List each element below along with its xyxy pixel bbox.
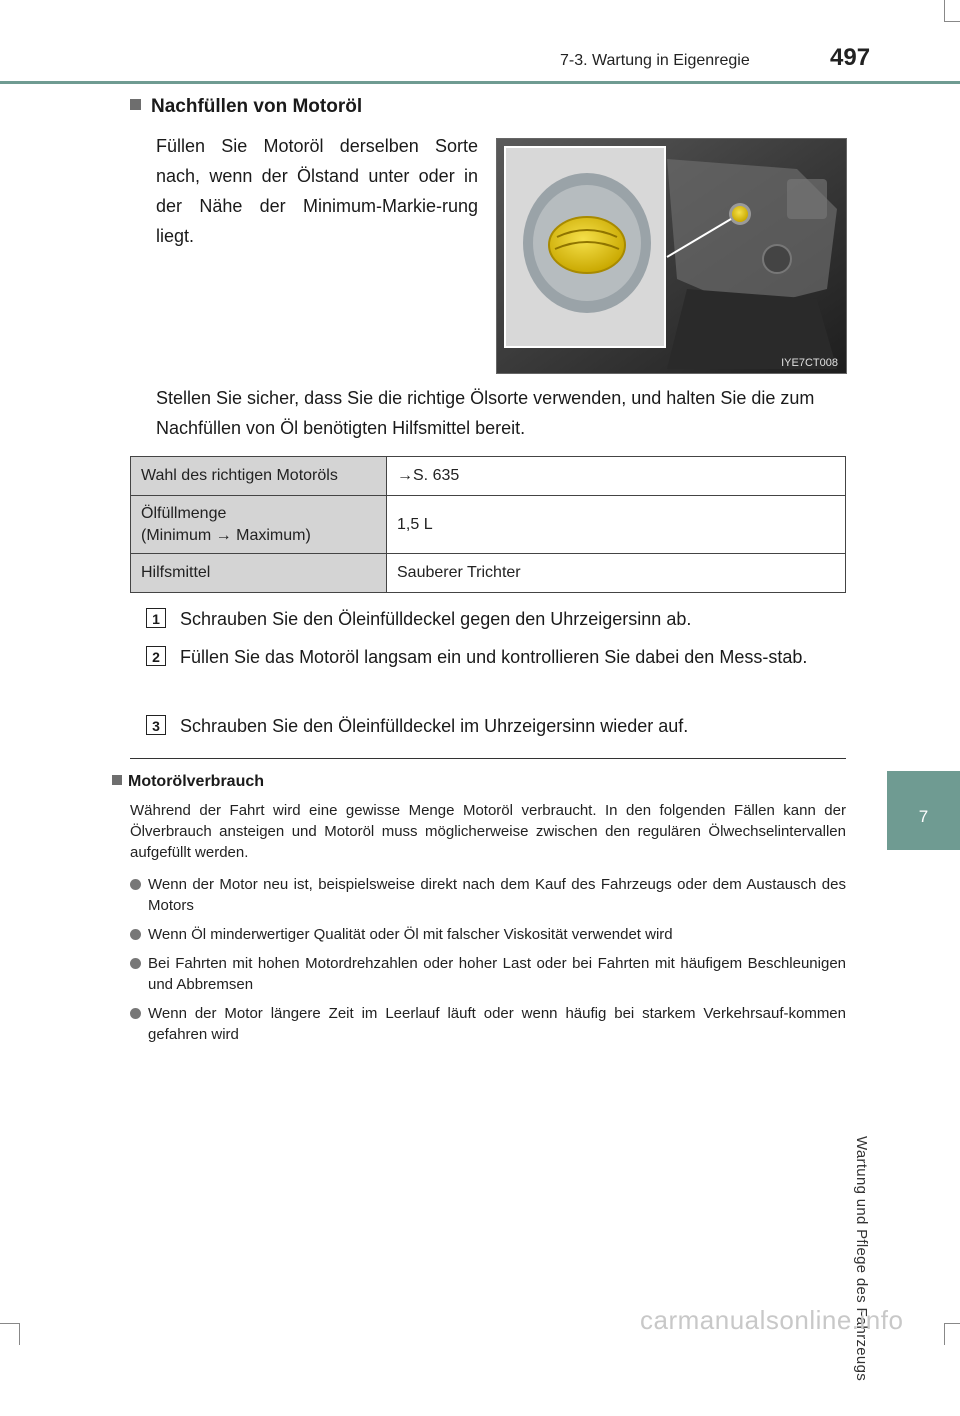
- list-item-text: Bei Fahrten mit hohen Motordrehzahlen oder hoher Last oder bei Fahrten mit häufigem Beschleunigen und Abbremsen: [148, 955, 846, 993]
- step-number: 2: [146, 646, 166, 666]
- table-label-cell: [131, 496, 387, 554]
- watermark: carmanualsonline.info: [640, 1305, 904, 1335]
- square-bullet-icon: [112, 775, 122, 785]
- crop-mark: [944, 1323, 945, 1345]
- table-label-cell: Wahl des richtigen Motoröls: [131, 457, 387, 496]
- engine-photo: [496, 138, 847, 374]
- step-number: 3: [146, 715, 166, 735]
- table-value-cell: Sauberer Trichter: [387, 554, 846, 593]
- list-item-text: Wenn Öl minderwertiger Qualität oder Öl mit falscher Viskosität verwendet wird: [148, 926, 673, 943]
- section-title: [130, 96, 362, 118]
- image-code: IYE7CT008: [781, 357, 838, 369]
- chapter-number: 7: [918, 807, 929, 826]
- bullet-dot-icon: [130, 958, 141, 969]
- note-title: [112, 773, 264, 791]
- table-row: [131, 496, 846, 554]
- chapter-tab[interactable]: [887, 771, 960, 850]
- step-text: Schrauben Sie den Öleinfülldeckel im Uhrzeigersinn wieder auf.: [180, 716, 689, 736]
- note-title-text: Motorölverbrauch: [128, 773, 265, 790]
- crop-mark: [0, 1323, 20, 1324]
- list-item-text: Wenn der Motor neu ist, beispielsweise direkt nach dem Kauf des Fahrzeugs oder dem Austausch des Motors: [148, 876, 846, 914]
- header-rule: [0, 81, 960, 84]
- table-value-cell: 1,5 L: [387, 496, 846, 554]
- table-label-line: Ölfüllmenge: [141, 504, 227, 522]
- section-divider: [130, 758, 846, 759]
- crop-mark: [944, 1323, 960, 1324]
- table-label-line: (Minimum → Maximum): [141, 526, 311, 544]
- table-value-cell[interactable]: [387, 457, 846, 496]
- section-title-text: Nachfüllen von Motoröl: [151, 96, 363, 117]
- intro-paragraph: Füllen Sie Motoröl derselben Sorte nach, wenn der Ölstand unter oder in der Nähe der Minimum-Markie-rung liegt.: [156, 136, 478, 246]
- square-bullet-icon: [130, 99, 141, 110]
- table-row: [131, 457, 846, 496]
- crop-mark: [19, 1323, 20, 1345]
- table-label-cell: Hilfsmittel: [131, 554, 387, 593]
- step-number: 1: [146, 608, 166, 628]
- page-reference-link[interactable]: →S. 635: [397, 467, 460, 484]
- bullet-dot-icon: [130, 879, 141, 890]
- chapter-label: Wartung und Pflege des Fahrzeugs: [853, 1136, 870, 1382]
- oil-spec-table: [130, 456, 846, 593]
- step-text: Füllen Sie das Motoröl langsam ein und kontrollieren Sie dabei den Mess-stab.: [180, 647, 808, 667]
- page-number: 497: [830, 44, 871, 71]
- step-text: Schrauben Sie den Öleinfülldeckel gegen den Uhrzeigersinn ab.: [180, 609, 692, 629]
- table-row: [131, 554, 846, 593]
- bullet-dot-icon: [130, 929, 141, 940]
- crop-mark: [944, 0, 945, 22]
- engine-illustration: [497, 139, 846, 373]
- crop-mark: [944, 21, 960, 22]
- list-item-text: Wenn der Motor längere Zeit im Leerlauf läuft oder wenn häufig bei starkem Verkehrsauf-kommen gefahren wird: [148, 1005, 846, 1043]
- header-section-title: 7-3. Wartung in Eigenregie: [560, 52, 750, 69]
- instruction-paragraph: Stellen Sie sicher, dass Sie die richtige Ölsorte verwenden, und halten Sie die zum Nachfüllen von Öl benötigten Hilfsmittel bereit.: [156, 388, 815, 438]
- note-paragraph: Während der Fahrt wird eine gewisse Menge Motoröl verbraucht. In den folgenden Fällen kann der Ölverbrauch ansteigen und Motoröl muss möglicherweise zwischen den regulären Ölwechselintervallen aufgefüllt werden.: [130, 802, 846, 861]
- bullet-dot-icon: [130, 1008, 141, 1019]
